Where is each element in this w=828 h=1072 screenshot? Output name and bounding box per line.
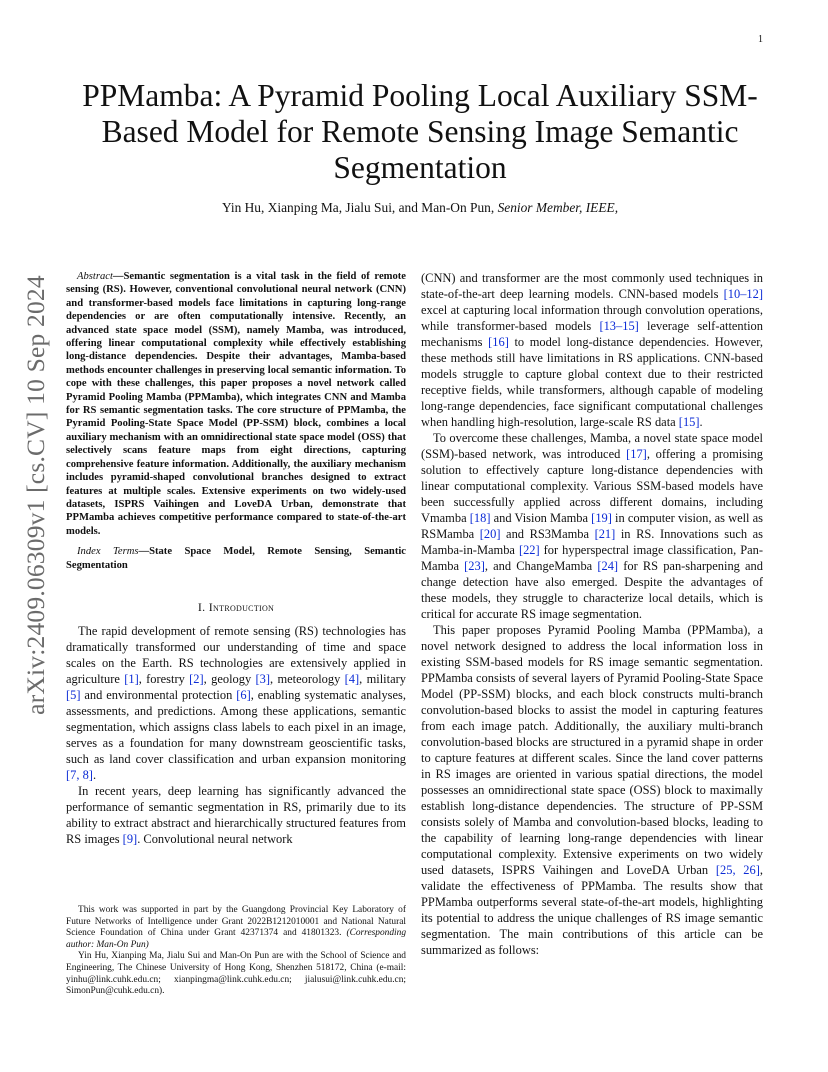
paragraph-text: for hyperspectral image classification, Pan-Mamba [421,543,763,573]
index-terms-text: —State Space Model, Remote Sensing, Semantic Segmentation [66,546,406,571]
citation-link[interactable]: [10–12] [723,287,763,301]
paragraph-text: , forestry [138,671,190,686]
paragraph-text: and RS3Mamba [500,527,595,541]
abstract-label: Abstract [77,271,113,282]
citation-link[interactable]: [9] [122,831,138,846]
corresponding-author-note: (Corresponding author: Man-On Pun) [66,928,407,950]
affiliation-footnote: Yin Hu, Xianping Ma, Jialu Sui and Man-On Pun are with the School of Science and Engineering, The Chinese University of Hong Kong, Shenzhen 518172, China (e-mail: yinhu@link.cuhk.edu.cn; xianpingma@link.cuhk.edu.cn; jialusui@link.cuhk.edu.cn; SimonPun@cuhk.edu.cn). [66,951,406,997]
paragraph-text: and environmental protection [80,687,237,702]
citation-link[interactable]: [7, 8] [66,767,93,782]
footnotes [66,905,406,998]
paragraph-text: This paper proposes Pyramid Pooling Mamba (PPMamba), a novel network designed to address the local information loss in existing SSM-based models for RS image semantic segmentation. PPMamba consists of several layers of Pyramid Pooling-State Space Model (PP-SSM) blocks, and each block constructs multi-branch convolution-based blocks to assist the model in capturing features from each image patch. Additionally, the auxiliary multi-branch convolution-based blocks are structured in a pyramid shape in order to capture features at different scales. Since the land cover patterns in RS images are oriented in various spatial directions, the model possesses an omnidirectional state space (OSS) block to maximally establish long-distance dependencies. The structure of PP-SSM consists solely of Mamba and convolution-based blocks, leading to the capability of learning long-range dependencies with linear computational complexity. Extensive experiments on two widely used datasets, ISPRS Vaihingen and LoveDA Urban [421,623,763,877]
paragraph-text: in RS. Innovations such as Mamba-in-Mamba [421,527,763,557]
citation-link[interactable]: [23] [464,559,485,573]
citation-link[interactable]: [2] [189,671,204,686]
paragraph-text: , offering a promising solution to effectively capture long-distance dependencies with linear computational complexity. Various SSM-based models have been successfully applied across different domains, including Vmamba [421,447,763,525]
citation-link[interactable]: [5] [66,687,81,702]
paragraph-text: leverage self-attention mechanisms [421,319,763,349]
section-heading-introduction: I. Introduction [197,599,275,614]
citation-link[interactable]: [18] [469,511,491,525]
citation-link[interactable]: [1] [124,671,139,686]
page-number: 1 [758,34,763,45]
citation-link[interactable]: [15] [678,415,700,429]
citation-link[interactable]: [4] [344,671,360,686]
arxiv-identifier-stamp [18,275,54,715]
abstract [66,270,406,538]
citation-link[interactable]: [24] [597,559,619,573]
intro-paragraph-2 [66,783,406,847]
citation-link[interactable]: [25, 26] [715,863,760,877]
paragraph-text: , geology [203,671,256,686]
funding-footnote [66,905,406,951]
paragraph-text: In recent years, deep learning has significantly advanced the performance of semantic segmentation in RS, primarily due to its ability to extract abstract and hierarchically structured features from RS images [66,783,406,846]
citation-link[interactable]: [19] [591,511,612,525]
author-names: Yin Hu, Xianping Ma, Jialu Sui, and Man-On Pun, [221,200,495,215]
paragraph-text: . Convolutional neural network [137,831,293,846]
index-terms-label: Index Terms [77,546,139,558]
funding-footnote-text: This work was supported in part by the Guangdong Provincial Key Laboratory of Future Networks of Intelligence under Grant 2022B1212010001 and National Natural Science Foundation of China under Grant 42371374 and 41801323. [66,905,406,939]
citation-link[interactable]: [20] [479,527,501,541]
citation-link[interactable]: [3] [255,671,271,686]
author-role: Senior Member, IEEE, [497,200,619,215]
paragraph-text: , validate the effectiveness of PPMamba. The results show that PPMamba outperforms several state-of-the-art models, highlighting its potential to address the unique challenges of RS image semantic segmentation. The main contributions of this article can be summarized as follows: [421,863,763,957]
citation-link[interactable]: [13–15] [599,319,639,333]
arxiv-identifier-text: arXiv:2409.06309v1 [cs.CV] 10 Sep 2024 [21,275,50,715]
abstract-text: —Semantic segmentation is a vital task in the field of remote sensing (RS). However, conventional convolutional neural network (CNN) and transformer-based models face limitations in capturing long-range dependencies or are often computationally intensive. Recently, an advanced state space model (SSM), namely Mamba, was introduced, offering linear computational complexity while effectively establishing long-distance dependencies. Despite their advantages, Mamba-based methods encounter challenges in preserving local semantic information. To cope with these challenges, this paper proposes a novel network called Pyramid Pooling Mamba (PPMamba), which integrates CNN and Mamba for RS semantic segmentation tasks. The core structure of PPMamba, the Pyramid Pooling-State Space Model (PP-SSM) block, combines a local auxiliary mechanism with an omnidirectional state space model (OSS) that selectively scans feature maps from eight directions, capturing comprehensive feature information. Additionally, the auxiliary mechanism includes pyramid-shaped convolutional branches designed to extract features at multiple scales. Extensive experiments on two widely-used datasets, ISPRS Vaihingen and LoveDA Urban, demonstrate that PPMamba achieves competitive performance compared to state-of-the-art models. [66,271,406,537]
paragraph-text: to model long-distance dependencies. However, these methods still have limitations in RS applications. CNN-based models struggle to capture global context due to their restricted receptive fields, while transformers, although capable of modeling long-range dependencies, face significant computational challenges when handling high-resolution, large-scale RS data [421,335,764,429]
paragraph-text: . [92,767,97,782]
right-paragraph-1 [421,270,763,430]
citation-link[interactable]: [22] [518,543,540,557]
citation-link[interactable]: [17] [626,447,647,461]
paragraph-text: (CNN) and transformer are the most commonly used techniques in state-of-the-art deep learning models. CNN-based models [421,271,763,301]
paragraph-text: , enabling systematic analyses, assessments, and predictions. Among these applications, semantic segmentation, which assigns class labels to each pixel in an image, serves as a foundation for many downstream geoscientific tasks, such as land cover classification and urban expansion monitoring [66,687,406,766]
paragraph-text: , meteorology [270,671,345,686]
paragraph-text: and Vision Mamba [490,511,592,525]
citation-link[interactable]: [6] [236,687,251,702]
index-terms [66,545,406,572]
paragraph-text: The rapid development of remote sensing (RS) technologies has dramatically transformed our understanding of time and space scales on the Earth. RS technologies are extensively applied in agriculture [66,623,406,686]
paragraph-text: , military [359,671,406,686]
citation-link[interactable]: [21] [594,527,616,541]
paper-title: PPMamba: A Pyramid Pooling Local Auxiliary SSM-Based Model for Remote Sensing Image Semantic Segmentation [82,78,758,185]
paragraph-text: for RS pan-sharpening and change detection have also emerged. Despite the advantages of these models, they struggle to characterize local details, which is critical for accurate RS image segmentation. [421,559,763,621]
author-line [60,200,780,216]
citation-link[interactable]: [16] [488,335,509,349]
right-paragraph-3 [421,622,763,958]
right-column [421,270,763,958]
paragraph-text: , and ChangeMamba [484,559,598,573]
left-column [66,270,406,847]
right-paragraph-2 [421,430,763,622]
paragraph-text: excel at capturing local information through convolution operations, while transformer-based models [421,303,763,333]
intro-paragraph-1 [66,623,406,783]
paragraph-text: in computer vision, as well as RSMamba [421,511,764,541]
paragraph-text: To overcome these challenges, Mamba, a novel state space model (SSM)-based network, was introduced [421,431,763,461]
paragraph-text: . [699,415,703,429]
